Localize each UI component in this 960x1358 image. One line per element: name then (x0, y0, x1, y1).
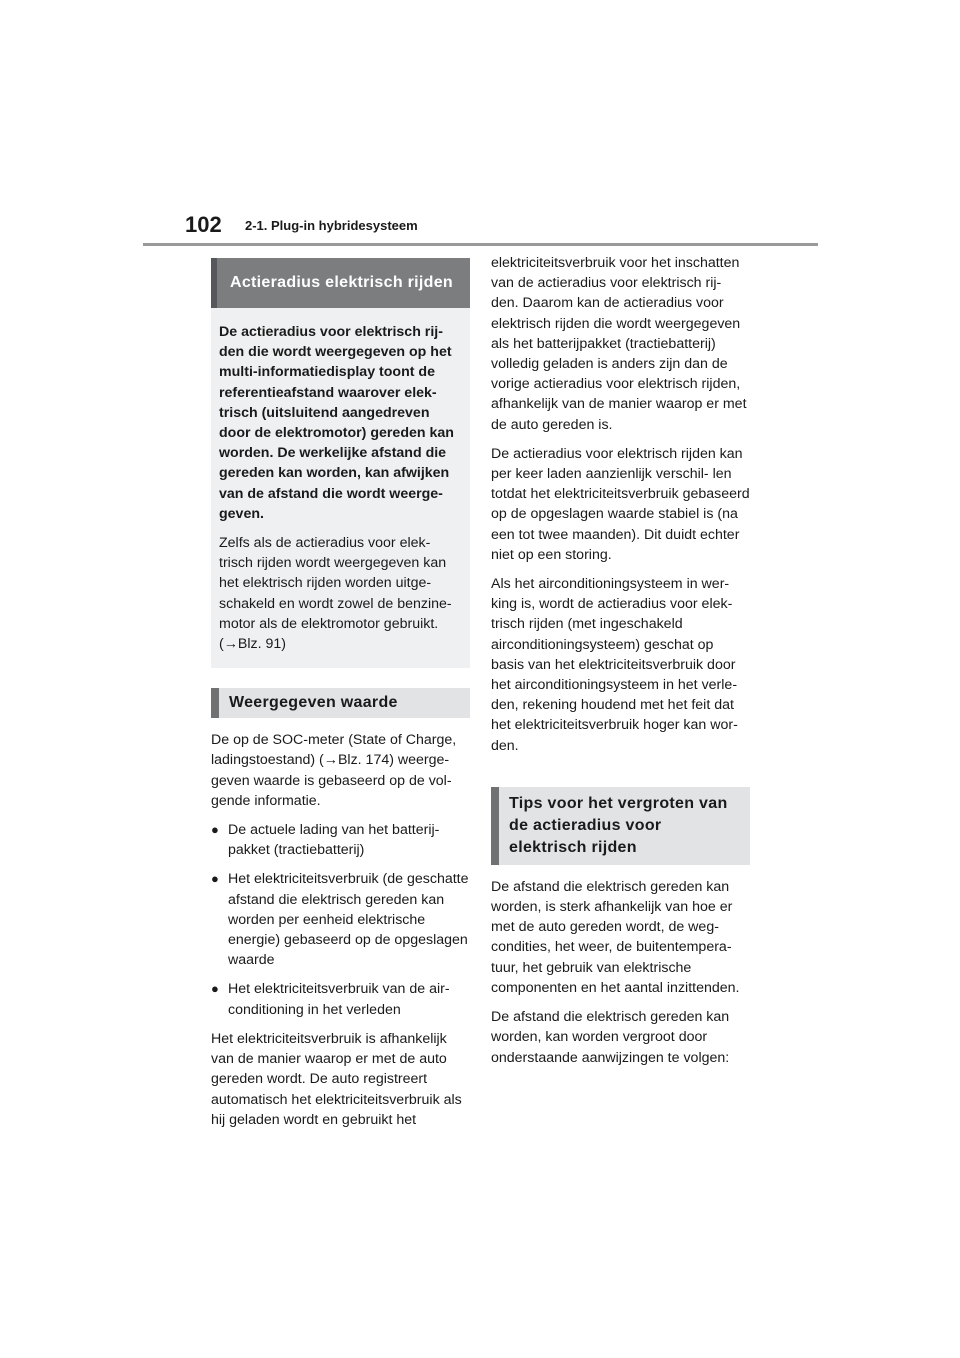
section-title-tips (491, 787, 750, 865)
list-item (211, 979, 470, 1019)
running-head: 2-1. Plug-in hybridesysteem (245, 218, 418, 233)
list-item-text: Het elektriciteitsverbruik (de geschatte afstand die elektrisch gereden kan worden per eenheid elektrische energie) gebaseerd op de opgeslagen waarde (228, 871, 469, 969)
list-item (211, 820, 470, 860)
body-paragraph: De actieradius voor elektrisch rijden kan per keer laden aanzienlijk verschil- len totdat het elektriciteitsverbruik gebaseerd op de opgeslagen waarde stabiel is (na een tot twee maanden). Dit duidt echter niet op een storing. (491, 445, 750, 563)
section-title-weergegeven-waarde (211, 688, 470, 718)
section-title-text: Actieradius elektrisch rijden (230, 274, 454, 291)
info-box-bold-text: De actieradius voor elektrisch rij- den die wordt weergegeven op het multi-informatiedisplay toont de referentieafstand waarover elek- trisch (uitsluitend aangedreven door de elektromotor) gereden kan worden. De werkelijke afstand die gereden kan worden, kan afwijken van de afstand die wordt weerge- geven. (219, 324, 454, 522)
list-item-text: Het elektriciteitsverbruik van de air- conditioning in het verleden (228, 981, 450, 1018)
section-title-actieradius (211, 258, 470, 308)
bullet-icon: ● (211, 871, 219, 887)
spacer (211, 668, 470, 688)
info-box (211, 308, 470, 668)
page-number: 102 (185, 212, 222, 237)
body-paragraph: elektriciteitsverbruik voor het inschatten van de actieradius voor elektrisch rij- den. Daarom kan de actieradius voor elektrisch rijden die wordt weergegeven als het batterijpakket (tractiebatterij) volledig geladen is anders zijn dan de vorige actieradius voor elektrisch rijden, afhankelijk van de manier waarop er met de auto gereden is. (491, 255, 747, 433)
body-paragraph: De afstand die elektrisch gereden kan worden, is sterk afhankelijk van hoe er met de auto gereden wordt, de weg- condities, het weer, de buitentempera- tuur, het gebruik van elektrische componenten en het aantal inzittenden. (491, 878, 740, 996)
body-paragraph: Als het airconditioningsysteem in wer- king is, wordt de actieradius voor elek- trisch rijden (met ingeschakeld airconditioningsysteem) geschat op basis van het elektriciteitsverbruik door het airconditioningsysteem in het verle- den, rekening houdend met het feit dat het elektriciteitsverbruik hoger kan wor- den. (491, 576, 738, 754)
section-title-text: Weergegeven waarde (229, 694, 398, 712)
info-box-text: Zelfs als de actieradius voor elek- trisch rijden wordt weergegeven kan het elektrisch rijden worden uitge- schakeld en wordt zowel de benzine- motor als de elektromotor gebruikt. (→Blz. 91) (219, 535, 452, 653)
left-column (211, 258, 470, 1139)
body-paragraph: Het elektriciteitsverbruik is afhankelijk van de manier waarop er met de auto gereden wordt. De auto registreert automatisch het elektriciteitsverbruik als hij geladen wordt en gebruikt het (211, 1030, 462, 1128)
bullet-icon: ● (211, 822, 219, 838)
section-title-text: Tips voor het vergroten van de actieradius voor elektrisch rijden (509, 794, 728, 856)
body-paragraph: De afstand die elektrisch gereden kan worden, kan worden vergroot door onderstaande aanwijzingen te volgen: (491, 1009, 730, 1066)
right-column (491, 255, 750, 1077)
list-item (211, 869, 470, 970)
bullet-icon: ● (211, 981, 219, 997)
header-rule (143, 243, 818, 246)
intro-paragraph: De op de SOC-meter (State of Charge, ladingstoestand) (→Blz. 174) weerge- geven waarde is gebaseerd op de vol- gende informatie. (211, 732, 457, 809)
list-item-text: De actuele lading van het batterij- pakket (tractiebatterij) (228, 822, 440, 859)
